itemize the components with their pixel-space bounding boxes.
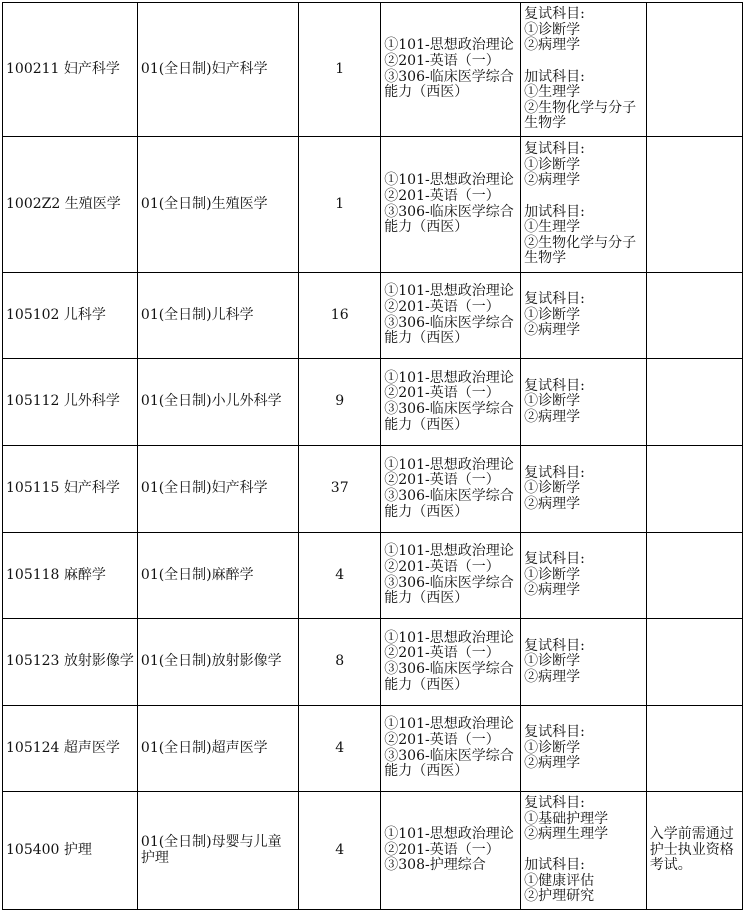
remarks-cell bbox=[646, 706, 742, 792]
table-row bbox=[3, 446, 743, 533]
direction-cell: 01(全日制)麻醉学 bbox=[137, 533, 298, 619]
exam-subjects-cell: ①101-思想政治理论 ②201-英语（一） ③306-临床医学综合能力（西医） bbox=[381, 273, 521, 359]
direction-cell: 01(全日制)母婴与儿童护理 bbox=[137, 792, 298, 910]
table-row bbox=[3, 359, 743, 446]
retest-subjects-cell: 复试科目: ①基础护理学 ②病理生理学 加试科目: ①健康评估 ②护理研究 bbox=[521, 792, 647, 910]
quota-cell: 8 bbox=[299, 619, 381, 706]
remarks-cell bbox=[646, 359, 742, 446]
exam-subjects-cell: ①101-思想政治理论 ②201-英语（一） ③306-临床医学综合能力（西医） bbox=[381, 3, 521, 137]
table-row bbox=[3, 273, 743, 359]
major-cell: 1002Z2 生殖医学 bbox=[3, 137, 138, 273]
quota-cell: 9 bbox=[299, 359, 381, 446]
exam-subjects-cell: ①101-思想政治理论 ②201-英语（一） ③306-临床医学综合能力（西医） bbox=[381, 446, 521, 533]
remarks-cell: 入学前需通过护士执业资格考试。 bbox=[646, 792, 742, 910]
quota-cell: 37 bbox=[299, 446, 381, 533]
retest-subjects-cell: 复试科目: ①诊断学 ②病理学 bbox=[521, 273, 647, 359]
retest-subjects-cell: 复试科目: ①诊断学 ②病理学 bbox=[521, 619, 647, 706]
remarks-cell bbox=[646, 3, 742, 137]
quota-cell: 4 bbox=[299, 706, 381, 792]
retest-subjects-cell: 复试科目: ①诊断学 ②病理学 加试科目: ①生理学 ②生物化学与分子生物学 bbox=[521, 137, 647, 273]
major-cell: 105123 放射影像学 bbox=[3, 619, 138, 706]
direction-cell: 01(全日制)超声医学 bbox=[137, 706, 298, 792]
admissions-table bbox=[2, 2, 743, 910]
table-row bbox=[3, 619, 743, 706]
quota-cell: 1 bbox=[299, 3, 381, 137]
retest-subjects-cell: 复试科目: ①诊断学 ②病理学 bbox=[521, 533, 647, 619]
direction-cell: 01(全日制)生殖医学 bbox=[137, 137, 298, 273]
remarks-cell bbox=[646, 137, 742, 273]
table-row bbox=[3, 533, 743, 619]
remarks-cell bbox=[646, 273, 742, 359]
direction-cell: 01(全日制)妇产科学 bbox=[137, 446, 298, 533]
retest-subjects-cell: 复试科目: ①诊断学 ②病理学 bbox=[521, 706, 647, 792]
table-row bbox=[3, 137, 743, 273]
direction-cell: 01(全日制)小儿外科学 bbox=[137, 359, 298, 446]
major-cell: 105112 儿外科学 bbox=[3, 359, 138, 446]
exam-subjects-cell: ①101-思想政治理论 ②201-英语（一） ③306-临床医学综合能力（西医） bbox=[381, 137, 521, 273]
retest-subjects-cell: 复试科目: ①诊断学 ②病理学 bbox=[521, 446, 647, 533]
direction-cell: 01(全日制)放射影像学 bbox=[137, 619, 298, 706]
retest-subjects-cell: 复试科目: ①诊断学 ②病理学 加试科目: ①生理学 ②生物化学与分子生物学 bbox=[521, 3, 647, 137]
major-cell: 105118 麻醉学 bbox=[3, 533, 138, 619]
direction-cell: 01(全日制)妇产科学 bbox=[137, 3, 298, 137]
exam-subjects-cell: ①101-思想政治理论 ②201-英语（一） ③308-护理综合 bbox=[381, 792, 521, 910]
remarks-cell bbox=[646, 446, 742, 533]
remarks-cell bbox=[646, 533, 742, 619]
major-cell: 105124 超声医学 bbox=[3, 706, 138, 792]
exam-subjects-cell: ①101-思想政治理论 ②201-英语（一） ③306-临床医学综合能力（西医） bbox=[381, 533, 521, 619]
direction-cell: 01(全日制)儿科学 bbox=[137, 273, 298, 359]
table-row bbox=[3, 792, 743, 910]
major-cell: 105400 护理 bbox=[3, 792, 138, 910]
retest-subjects-cell: 复试科目: ①诊断学 ②病理学 bbox=[521, 359, 647, 446]
quota-cell: 16 bbox=[299, 273, 381, 359]
major-cell: 100211 妇产科学 bbox=[3, 3, 138, 137]
exam-subjects-cell: ①101-思想政治理论 ②201-英语（一） ③306-临床医学综合能力（西医） bbox=[381, 706, 521, 792]
exam-subjects-cell: ①101-思想政治理论 ②201-英语（一） ③306-临床医学综合能力（西医） bbox=[381, 359, 521, 446]
table-row bbox=[3, 3, 743, 137]
exam-subjects-cell: ①101-思想政治理论 ②201-英语（一） ③306-临床医学综合能力（西医） bbox=[381, 619, 521, 706]
remarks-cell bbox=[646, 619, 742, 706]
major-cell: 105115 妇产科学 bbox=[3, 446, 138, 533]
quota-cell: 1 bbox=[299, 137, 381, 273]
major-cell: 105102 儿科学 bbox=[3, 273, 138, 359]
quota-cell: 4 bbox=[299, 533, 381, 619]
table-row bbox=[3, 706, 743, 792]
quota-cell: 4 bbox=[299, 792, 381, 910]
